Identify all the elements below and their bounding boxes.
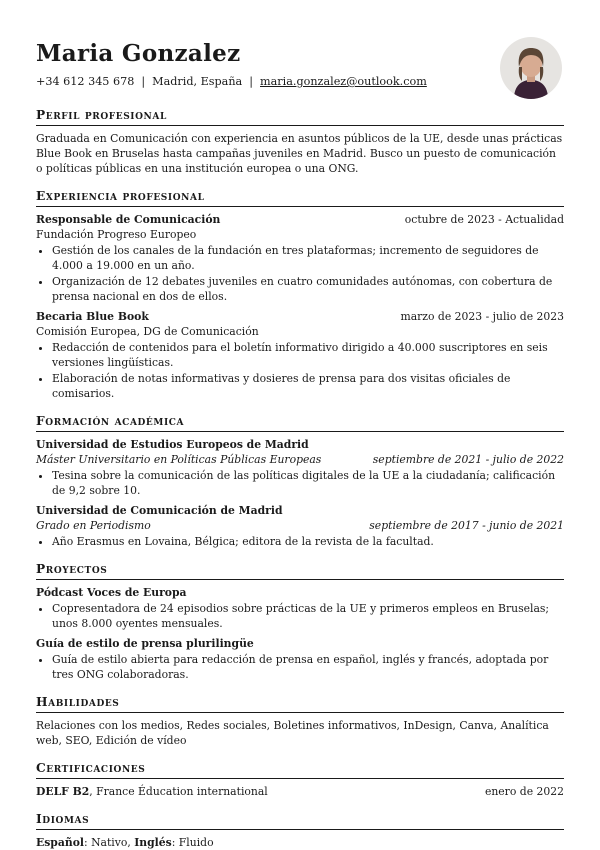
skills-section [36, 694, 564, 748]
section-title: Habilidades [36, 694, 564, 713]
certification-entry [36, 784, 564, 799]
bullet: • Elaboración de notas informativas y dosieres de prensa para dos visitas oficiales de comisarios. [52, 371, 564, 401]
bullet: • Gestión de los canales de la fundación en tres plataformas; incremento de seguidores de 4.000 a 19.000 en un año. [52, 243, 564, 273]
avatar-icon [500, 37, 562, 99]
education-section [36, 413, 564, 549]
resume-page [36, 40, 564, 850]
project-name: Pódcast Voces de Europa [36, 586, 187, 599]
education-entry [36, 503, 564, 549]
bullet-list [36, 601, 564, 631]
contact-line [36, 74, 564, 89]
profile-section [36, 107, 564, 176]
project-entry [36, 585, 564, 631]
bullet-list [36, 243, 564, 304]
school-name: Universidad de Estudios Europeos de Madrid [36, 438, 309, 451]
job-title: Becaria Blue Book [36, 310, 149, 323]
bullet: • Redacción de contenidos para el boletín informativo dirigido a 40.000 suscriptores en seis versiones lingüísticas. [52, 340, 564, 370]
bullet: • Copresentadora de 24 episodios sobre prácticas de la UE y primeros empleos en Bruselas; unos 8.000 oyentes mensuales. [52, 601, 564, 631]
phone: +34 612 345 678 [36, 75, 135, 88]
job-dates: octubre de 2023 - Actualidad [404, 213, 564, 226]
language-level: : Nativo, [84, 836, 135, 849]
job-title: Responsable de Comunicación [36, 213, 221, 226]
project-entry [36, 636, 564, 682]
certification-issuer: , France Éducation international [89, 785, 268, 798]
education-dates: septiembre de 2021 - julio de 2022 [372, 453, 564, 466]
bullet: • Año Erasmus en Lovaina, Bélgica; editora de la revista de la facultad. [52, 534, 564, 549]
profile-text: Graduada en Comunicación con experiencia en asuntos públicos de la UE, desde unas prácticas Blue Book en Bruselas hasta campañas juveniles en Madrid. Busco un puesto de comunicación o políticas públicas en una institución europea o una ONG. [36, 132, 563, 175]
bullet-list [36, 340, 564, 401]
experience-entry [36, 212, 564, 304]
certification-name: DELF B2 [36, 785, 90, 798]
section-title: Perfil profesional [36, 107, 564, 126]
certifications-section [36, 760, 564, 799]
candidate-name: Maria Gonzalez [36, 40, 241, 67]
experience-section [36, 188, 564, 401]
location: Madrid, España [152, 75, 243, 88]
section-title: Experiencia profesional [36, 188, 564, 207]
skills-text: Relaciones con los medios, Redes sociales, Boletines informativos, InDesign, Canva, Analítica web, SEO, Edición de vídeo [36, 719, 549, 747]
section-title: Certificaciones [36, 760, 564, 779]
section-title: Formación académica [36, 413, 564, 432]
project-name: Guía de estilo de prensa plurilingüe [36, 637, 254, 650]
certification-date: enero de 2022 [484, 785, 564, 798]
organization: Fundación Progreso Europeo [36, 228, 197, 241]
bullet-list [36, 468, 564, 498]
experience-entry [36, 309, 564, 401]
degree: Máster Universitario en Políticas Públicas Europeas [36, 453, 322, 466]
section-title: Idiomas [36, 811, 564, 830]
organization: Comisión Europea, DG de Comunicación [36, 325, 259, 338]
languages-section [36, 811, 564, 850]
language-name: Español [36, 836, 85, 849]
education-dates: septiembre de 2017 - junio de 2021 [369, 519, 564, 532]
language-name: Inglés [134, 836, 172, 849]
bullet-list [36, 534, 564, 549]
school-name: Universidad de Comunicación de Madrid [36, 504, 283, 517]
email-link[interactable]: maria.gonzalez@outlook.com [260, 75, 427, 88]
job-dates: marzo de 2023 - julio de 2023 [400, 310, 564, 323]
separator: | [249, 75, 254, 88]
section-title: Proyectos [36, 561, 564, 580]
bullet: • Guía de estilo abierta para redacción de prensa en español, inglés y francés, adoptada por tres ONG colaboradoras. [52, 652, 564, 682]
bullet: • Organización de 12 debates juveniles en cuatro comunidades autónomas, con cobertura de prensa nacional en dos de ellos. [52, 274, 564, 304]
projects-section [36, 561, 564, 682]
avatar-photo [500, 37, 562, 99]
bullet-list [36, 652, 564, 682]
language-level: : Fluido [171, 836, 214, 849]
degree: Grado en Periodismo [36, 519, 151, 532]
education-entry [36, 437, 564, 498]
bullet: • Tesina sobre la comunicación de las políticas digitales de la UE a la ciudadanía; calificación de 9,2 sobre 10. [52, 468, 564, 498]
separator: | [141, 75, 146, 88]
